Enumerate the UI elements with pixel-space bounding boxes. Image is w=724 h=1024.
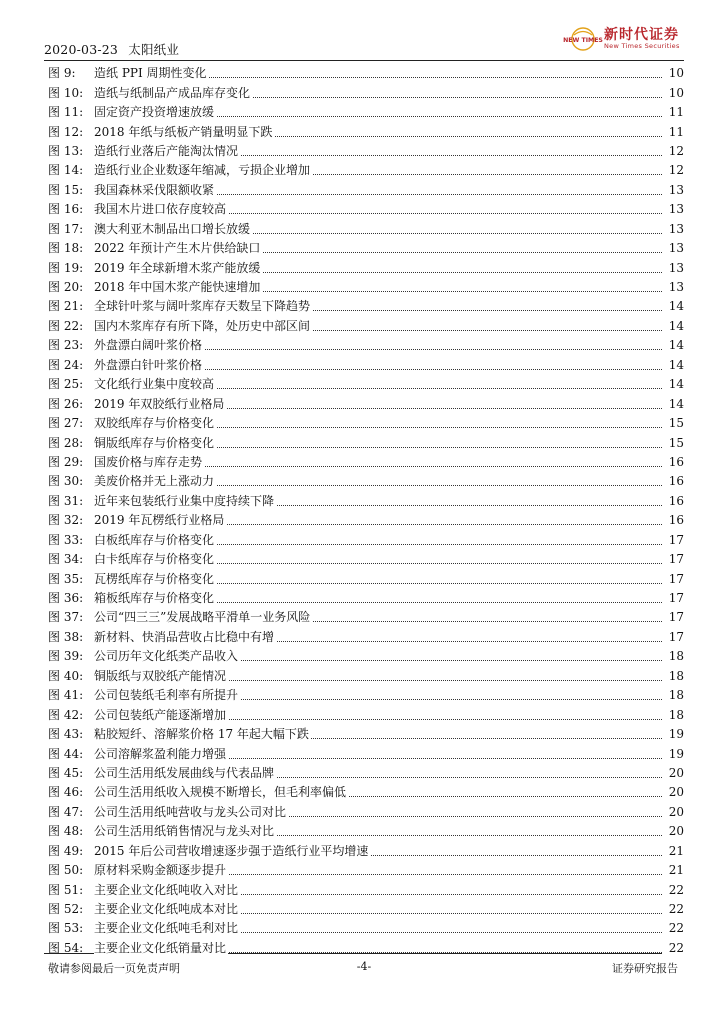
brand-logo [563,22,684,56]
figure-page-number: 14 [662,395,684,414]
figure-label: 图 9: [48,66,76,81]
figure-label: 图 27: [48,416,84,431]
toc-entry[interactable] [44,200,684,219]
toc-entry[interactable] [44,861,684,880]
figure-title: 国内木浆库存有所下降，处历史中部区间 [94,318,311,333]
toc-entry[interactable] [44,783,684,802]
figure-title: 公司历年文化纸类产品收入 [94,649,239,664]
figure-page-number: 17 [662,589,684,608]
toc-entry[interactable] [44,64,684,83]
figure-title-leader [94,84,662,103]
figure-page-number: 13 [662,239,684,258]
figure-label: 图 45: [48,765,84,780]
figure-label: 图 51: [48,882,84,897]
toc-entry[interactable] [44,317,684,336]
figure-title: 公司生活用纸发展曲线与代表品牌 [94,765,275,780]
toc-entry[interactable] [44,647,684,666]
figure-title: 白卡纸库存与价格变化 [94,552,215,567]
figure-title-leader [94,628,662,647]
toc-entry[interactable] [44,453,684,472]
figure-title-leader [94,220,662,239]
toc-entry[interactable] [44,939,684,958]
toc-entry[interactable] [44,83,684,102]
toc-entry[interactable] [44,278,684,297]
figure-label: 图 35: [48,571,84,586]
figure-label: 图 47: [48,804,84,819]
figure-title-leader [94,667,662,686]
figure-page-number: 22 [662,881,684,900]
figure-title: 国废价格与库存走势 [94,454,203,469]
toc-entry[interactable] [44,492,684,511]
figure-label: 图 37: [48,610,84,625]
figure-page-number: 14 [662,317,684,336]
figure-title-leader [94,550,662,569]
figure-page-number: 10 [662,84,684,103]
figure-label: 图 16: [48,202,84,217]
toc-entry[interactable] [44,628,684,647]
figure-title-leader [94,745,662,764]
figure-title-leader [94,472,662,491]
figure-title: 2019 年瓦楞纸行业格局 [94,513,225,528]
figure-title: 铜版纸与双胶纸产能情况 [94,668,227,683]
figure-title: 2018 年纸与纸板产销量明显下跌 [94,124,273,139]
figure-title-leader [94,103,662,122]
figure-title-leader [94,434,662,453]
figure-page-number: 17 [662,570,684,589]
figure-label: 图 28: [48,435,84,450]
toc-entry[interactable] [44,705,684,724]
figure-page-number: 21 [662,842,684,861]
figure-page-number: 14 [662,375,684,394]
figure-title-leader [94,647,662,666]
figure-title: 2015 年后公司营收增速逐步强于造纸行业平均增速 [94,843,369,858]
toc-entry[interactable] [44,550,684,569]
figure-label: 图 11: [48,105,84,120]
toc-entry[interactable] [44,803,684,822]
figure-title-leader [94,278,662,297]
toc-entry[interactable] [44,589,684,608]
toc-entry[interactable] [44,181,684,200]
figure-page-number: 19 [662,745,684,764]
toc-entry[interactable] [44,472,684,491]
figure-title: 公司溶解浆盈利能力增强 [94,746,227,761]
figure-label: 图 33: [48,532,84,547]
figure-title-leader [94,123,662,142]
figure-label: 图 44: [48,746,84,761]
figure-label: 图 36: [48,591,84,606]
figure-page-number: 20 [662,783,684,802]
figure-page-number: 12 [662,161,684,180]
figure-page-number: 11 [662,103,684,122]
figure-title-leader [94,881,662,900]
toc-entry[interactable] [44,103,684,122]
figure-label: 图 30: [48,474,84,489]
figure-title-leader [94,64,662,83]
figure-label: 图 17: [48,221,84,236]
company-name: 太阳纸业 [128,42,180,57]
figure-label: 图 53: [48,921,84,936]
disclaimer-note: 敬请参阅最后一页免责声明 [48,962,180,975]
figure-label: 图 41: [48,688,84,703]
report-type: 证券研究报告 [612,962,678,975]
figure-page-number: 17 [662,608,684,627]
figure-title: 造纸与纸制品产成品库存变化 [94,85,251,100]
figure-page-number: 17 [662,531,684,550]
figure-title: 白板纸库存与价格变化 [94,532,215,547]
figure-label: 图 24: [48,357,84,372]
report-date: 2020-03-23 [44,42,119,57]
figure-title: 近年来包装纸行业集中度持续下降 [94,493,275,508]
figure-title: 2022 年预计产生木片供给缺口 [94,241,261,256]
figure-page-number: 18 [662,667,684,686]
figure-title: 箱板纸库存与价格变化 [94,591,215,606]
figure-title-leader [94,706,662,725]
figure-title-leader [94,181,662,200]
toc-entry[interactable] [44,394,684,413]
figure-label: 图 38: [48,629,84,644]
figure-title-leader [94,356,662,375]
figure-title: 造纸 PPI 周期性变化 [94,66,207,81]
toc-entry[interactable] [44,414,684,433]
figure-title-leader [94,939,662,958]
figure-page-number: 20 [662,822,684,841]
figure-page-number: 20 [662,803,684,822]
figure-title-leader [94,142,662,161]
toc-entry[interactable] [44,822,684,841]
figure-title-leader [94,492,662,511]
figure-label: 图 52: [48,902,84,917]
figure-title: 主要企业文化纸吨毛利对比 [94,921,239,936]
logo-mark-text: NEW TIMES [563,37,603,44]
toc-entry[interactable] [44,531,684,550]
figure-title-leader [94,686,662,705]
figure-label: 图 25: [48,377,84,392]
figure-title-leader [94,297,662,316]
figure-title: 美废价格并无上涨动力 [94,474,215,489]
figure-page-number: 20 [662,764,684,783]
figure-title-leader [94,725,662,744]
figure-title: 澳大利亚木制品出口增长放缓 [94,221,251,236]
toc-entry[interactable] [44,433,684,452]
figure-label: 图 34: [48,552,84,567]
figure-page-number: 13 [662,200,684,219]
figure-title: 公司生活用纸销售情况与龙头对比 [94,824,275,839]
figure-page-number: 22 [662,919,684,938]
figure-page-number: 21 [662,861,684,880]
logo-chinese: 新时代证券 [604,27,679,43]
figure-page-number: 12 [662,142,684,161]
figure-title: 2018 年中国木浆产能快速增加 [94,280,261,295]
figure-title-leader [94,511,662,530]
figure-title: 2019 年双胶纸行业格局 [94,396,225,411]
figure-title: 我国木片进口依存度较高 [94,202,227,217]
figure-title-leader [94,764,662,783]
figure-label: 图 18: [48,241,84,256]
figure-label: 图 40: [48,668,84,683]
figure-page-number: 10 [662,64,684,83]
figure-page-number: 13 [662,259,684,278]
toc-entry[interactable] [44,220,684,239]
figure-label: 图 21: [48,299,84,314]
figure-title-leader [94,822,662,841]
figure-title-leader [94,453,662,472]
figure-title: 原材料采购金额逐步提升 [94,863,227,878]
figure-label: 图 46: [48,785,84,800]
figure-title: 我国森林采伐限额收紧 [94,182,215,197]
logo-english: New Times Securities [604,42,680,50]
figure-page-number: 18 [662,686,684,705]
figure-title-leader [94,783,662,802]
figure-label: 图 10: [48,85,84,100]
toc-entry[interactable] [44,336,684,355]
figure-page-number: 18 [662,706,684,725]
figure-title: 双胶纸库存与价格变化 [94,416,215,431]
toc-entry[interactable] [44,122,684,141]
figure-title-leader [94,803,662,822]
figure-page-number: 18 [662,647,684,666]
toc-entry[interactable] [44,239,684,258]
page-number: -4- [356,960,372,973]
figure-title-leader [94,861,662,880]
figure-label: 图 31: [48,493,84,508]
figure-title-leader [94,259,662,278]
figure-title-leader [94,395,662,414]
figure-page-number: 15 [662,414,684,433]
figure-page-number: 16 [662,492,684,511]
figure-title-leader [94,589,662,608]
figure-page-number: 11 [662,123,684,142]
figure-label: 图 22: [48,318,84,333]
figure-page-number: 13 [662,181,684,200]
figure-page-number: 14 [662,356,684,375]
figure-title: 粘胶短纤、溶解浆价格 17 年起大幅下跌 [94,727,309,742]
figure-label: 图 12: [48,124,84,139]
figure-title: 瓦楞纸库存与价格变化 [94,571,215,586]
figure-title-leader [94,919,662,938]
figure-title-leader [94,375,662,394]
figure-page-number: 16 [662,511,684,530]
figure-label: 图 43: [48,727,84,742]
figure-label: 图 32: [48,513,84,528]
figure-title: 新材料、快消品营收占比稳中有增 [94,629,275,644]
header-divider [44,60,684,61]
figure-page-number: 17 [662,628,684,647]
toc-entry[interactable] [44,142,684,161]
figure-page-number: 13 [662,220,684,239]
figure-title-leader [94,200,662,219]
figure-title-leader [94,161,662,180]
figure-page-number: 13 [662,278,684,297]
figure-title-leader [94,336,662,355]
figure-label: 图 49: [48,843,84,858]
figure-title: 公司“四三三”发展战略平滑单一业务风险 [94,610,311,625]
toc-entry[interactable] [44,919,684,938]
figure-page-number: 22 [662,900,684,919]
toc-entry[interactable] [44,842,684,861]
toc-entry[interactable] [44,569,684,588]
figure-title: 外盘漂白针叶浆价格 [94,357,203,372]
figure-label: 图 19: [48,260,84,275]
toc-entry[interactable] [44,686,684,705]
figure-page-number: 15 [662,434,684,453]
figure-title: 固定资产投资增速放缓 [94,105,215,120]
toc-entry[interactable] [44,880,684,899]
figure-title: 公司生活用纸收入规模不断增长，但毛利率偏低 [94,785,347,800]
figure-title-leader [94,531,662,550]
figure-page-number: 16 [662,472,684,491]
figure-title-leader [94,570,662,589]
toc-entry[interactable] [44,511,684,530]
figure-title: 主要企业文化纸销量对比 [94,940,227,955]
figure-title: 2019 年全球新增木浆产能放缓 [94,260,261,275]
figure-label: 图 50: [48,863,84,878]
figure-label: 图 42: [48,707,84,722]
figure-title: 公司生活用纸吨营收与龙头公司对比 [94,804,287,819]
figure-title: 主要企业文化纸吨成本对比 [94,902,239,917]
figure-page-number: 17 [662,550,684,569]
page-header [44,22,684,60]
figure-page-number: 22 [662,939,684,958]
toc-entry[interactable] [44,161,684,180]
page-footer [44,960,684,976]
toc-entry[interactable] [44,375,684,394]
figure-label: 图 14: [48,163,84,178]
figure-label: 图 29: [48,454,84,469]
figure-label: 图 20: [48,280,84,295]
figure-label: 图 15: [48,182,84,197]
figure-title-leader [94,842,662,861]
figure-title: 铜版纸库存与价格变化 [94,435,215,450]
figure-title-leader [94,608,662,627]
figure-title-leader [94,414,662,433]
figure-label: 图 54: [48,940,84,955]
logo-mark-icon [563,26,603,52]
toc-entry[interactable] [44,356,684,375]
figure-title: 外盘漂白阔叶浆价格 [94,338,203,353]
figure-page-number: 14 [662,297,684,316]
figure-page-number: 19 [662,725,684,744]
figure-title: 主要企业文化纸吨收入对比 [94,882,239,897]
figure-title: 公司包装纸毛利率有所提升 [94,688,239,703]
figure-title-leader [94,317,662,336]
figure-title: 公司包装纸产能逐渐增加 [94,707,227,722]
toc-entry[interactable] [44,725,684,744]
figure-index-list [44,64,684,958]
figure-label: 图 23: [48,338,84,353]
figure-label: 图 13: [48,143,84,158]
header-left [44,40,179,58]
figure-title: 造纸行业落后产能淘汰情况 [94,143,239,158]
toc-entry[interactable] [44,900,684,919]
toc-entry[interactable] [44,744,684,763]
figure-label: 图 48: [48,824,84,839]
toc-entry[interactable] [44,608,684,627]
toc-entry[interactable] [44,258,684,277]
figure-title-leader [94,900,662,919]
figure-page-number: 16 [662,453,684,472]
figure-label: 图 39: [48,649,84,664]
figure-page-number: 14 [662,336,684,355]
toc-entry[interactable] [44,764,684,783]
figure-label: 图 26: [48,396,84,411]
toc-entry[interactable] [44,667,684,686]
toc-entry[interactable] [44,297,684,316]
figure-title: 造纸行业企业数逐年缩减，亏损企业增加 [94,163,311,178]
figure-title-leader [94,239,662,258]
figure-title: 文化纸行业集中度较高 [94,377,215,392]
figure-title: 全球针叶浆与阔叶浆库存天数呈下降趋势 [94,299,311,314]
